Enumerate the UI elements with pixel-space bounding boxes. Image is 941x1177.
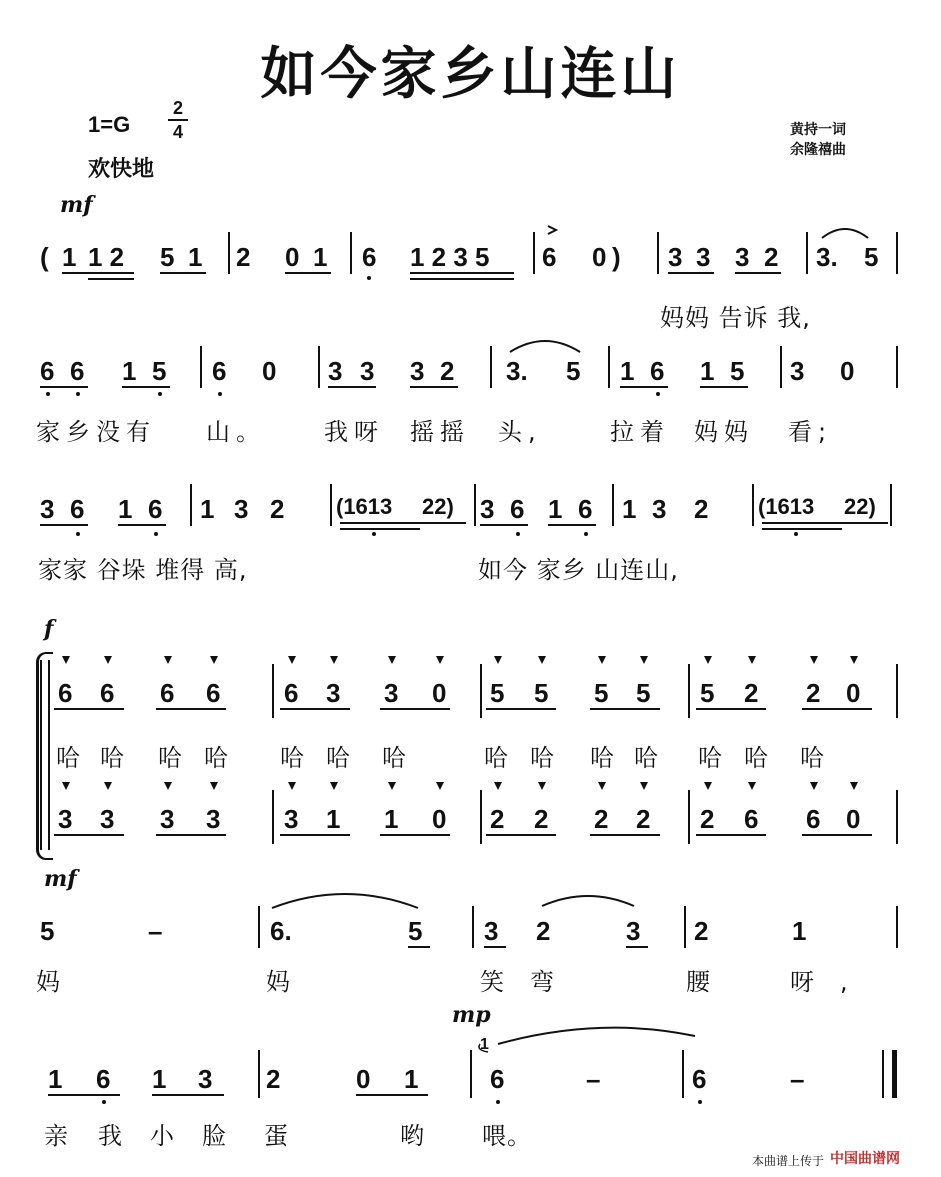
repeat-bracket — [479, 1044, 488, 1052]
note: 0 — [592, 242, 607, 272]
dynamic-mf-2: mf — [44, 866, 77, 892]
note-lower: 2 — [534, 804, 549, 834]
note: 5 — [40, 916, 55, 946]
repeat-ending-mark: 1 — [480, 1036, 489, 1053]
note: 6 — [70, 356, 85, 386]
dynamic-mp: mp — [452, 1002, 491, 1028]
time-bottom: 4 — [172, 122, 183, 142]
note: 1 — [48, 1064, 63, 1094]
lyrics-row-3a: 家家 谷垛 堆得 高, — [38, 556, 248, 584]
note: (1613 — [758, 494, 815, 519]
note: 3 — [626, 916, 641, 946]
lyric-word: 看; — [788, 418, 833, 446]
dynamic-mf-1: mf — [60, 192, 93, 218]
note: 1 — [700, 356, 715, 386]
lyric-syllable: 哈 — [204, 744, 229, 772]
note-upper: 0 — [432, 678, 447, 708]
lyric-word: 呀, — [790, 968, 874, 996]
note: (1613 — [336, 494, 393, 519]
note: 3 — [40, 494, 55, 524]
lyric-word: 拉着 — [610, 418, 670, 446]
lyric-syllable: 蛋 — [264, 1122, 289, 1150]
lyric-syllable: 喂。 — [482, 1122, 532, 1150]
note: 1 — [118, 494, 133, 524]
lyric-word: 头, — [498, 418, 542, 446]
lyric-word: 笑弯 — [480, 968, 580, 996]
lyric-syllable: 脸 — [202, 1122, 227, 1150]
note: 5 — [864, 242, 879, 272]
note: 6 — [148, 494, 163, 524]
note: 3. — [506, 356, 528, 386]
note: 5 — [730, 356, 745, 386]
note: 1 — [622, 494, 637, 524]
note: 0 — [840, 356, 855, 386]
note-upper: 5 — [594, 678, 609, 708]
dynamic-f: f — [44, 616, 54, 642]
lyric-word: 妈 — [36, 968, 86, 996]
slur-arc — [542, 896, 634, 906]
note-upper: 2 — [744, 678, 759, 708]
lyric-word: 山。 — [206, 418, 266, 446]
note: 22) — [422, 494, 454, 519]
lyric-word: 妈 — [266, 968, 316, 996]
note-lower: 0 — [432, 804, 447, 834]
note: 1 — [122, 356, 137, 386]
note: 2 — [266, 1064, 281, 1094]
lyric-syllable: 哈 — [744, 744, 769, 772]
note-lower: 3 — [206, 804, 221, 834]
note-upper: 2 — [806, 678, 821, 708]
slur-arc — [498, 1028, 695, 1044]
note: 6 — [578, 494, 593, 524]
lyric-syllable: 亲 — [44, 1122, 69, 1150]
lyrics-row-3b: 如今 家乡 山连山, — [478, 556, 679, 584]
note: 0 — [285, 242, 300, 272]
slur-arc — [272, 894, 418, 908]
note: – — [586, 1064, 601, 1094]
note-lower: 2 — [636, 804, 651, 834]
note-lower: 6 — [744, 804, 759, 834]
lyric-syllable: 哈 — [100, 744, 125, 772]
note: 0 — [356, 1064, 371, 1094]
note-upper: 3 — [384, 678, 399, 708]
accent-mark — [548, 226, 556, 234]
note-lower: 6 — [806, 804, 821, 834]
note: 1 — [188, 242, 203, 272]
note: 6 — [490, 1064, 505, 1094]
note: 6 — [362, 242, 377, 272]
note: 2 — [764, 242, 779, 272]
note-lower: 2 — [594, 804, 609, 834]
page-title: 如今家乡山连山 — [260, 42, 681, 107]
note-lower: 3 — [284, 804, 299, 834]
lyric-word: 妈妈 — [694, 418, 754, 446]
lyric-syllable: 哈 — [158, 744, 183, 772]
lyric-syllable: 哈 — [800, 744, 825, 772]
note-upper: 5 — [700, 678, 715, 708]
note: ( — [40, 242, 49, 272]
slur-arc — [822, 229, 868, 238]
note-upper: 5 — [636, 678, 651, 708]
note: 1 — [792, 916, 807, 946]
lyricist-credit: 黄持一词 — [790, 122, 846, 138]
lyric-word: 我呀 — [324, 418, 384, 446]
note: 1 2 — [88, 242, 125, 272]
footer-upload-text: 本曲谱上传于 — [752, 1154, 825, 1168]
note-upper: 6 — [100, 678, 115, 708]
note-lower: 1 — [326, 804, 341, 834]
tempo-marking: 欢快地 — [88, 157, 155, 182]
note: 5 — [152, 356, 167, 386]
note-lower: 1 — [384, 804, 399, 834]
note-upper: 5 — [534, 678, 549, 708]
note: 2 — [694, 916, 709, 946]
note-lower: 2 — [490, 804, 505, 834]
note: 3 — [790, 356, 805, 386]
note: 6 — [692, 1064, 707, 1094]
note: 6 — [212, 356, 227, 386]
lyric-word: 摇摇 — [410, 418, 470, 446]
note: 22) — [844, 494, 876, 519]
lyric-syllable: 哟 — [400, 1122, 425, 1150]
lyric-word: 腰 — [686, 968, 736, 996]
site-logo: 中国曲谱网 — [830, 1151, 900, 1167]
lyric-syllable: 哈 — [484, 744, 509, 772]
note: – — [790, 1064, 805, 1094]
note-upper: 6 — [206, 678, 221, 708]
note: 3 — [360, 356, 375, 386]
lyrics-row-1: 妈妈 告诉 我, — [660, 304, 811, 332]
note: 1 — [313, 242, 328, 272]
lyric-syllable: 小 — [150, 1122, 175, 1150]
note: 5 — [160, 242, 175, 272]
note: 1 — [548, 494, 563, 524]
note-upper: 3 — [326, 678, 341, 708]
note: 2 — [440, 356, 455, 386]
note: 3 — [652, 494, 667, 524]
note: 1 2 3 5 — [410, 242, 490, 272]
lyric-syllable: 哈 — [382, 744, 407, 772]
note: 6 — [650, 356, 665, 386]
composer-credit: 余隆禧曲 — [790, 142, 846, 158]
note: 1 — [404, 1064, 419, 1094]
note: 6 — [510, 494, 525, 524]
note-lower: 3 — [160, 804, 175, 834]
note: 3 — [735, 242, 750, 272]
note: 6 — [96, 1064, 111, 1094]
note: 3 — [484, 916, 499, 946]
note-upper: 6 — [284, 678, 299, 708]
note: 3 — [410, 356, 425, 386]
note: 1 — [152, 1064, 167, 1094]
note: 2 — [236, 242, 251, 272]
slur-arc — [510, 341, 580, 352]
note: 2 — [536, 916, 551, 946]
note-upper: 0 — [846, 678, 861, 708]
note: 3 — [234, 494, 249, 524]
note-lower: 2 — [700, 804, 715, 834]
lyric-syllable: 哈 — [590, 744, 615, 772]
lyric-syllable: 哈 — [56, 744, 81, 772]
note: 5 — [408, 916, 423, 946]
note: – — [148, 916, 163, 946]
note: 0 — [262, 356, 277, 386]
note-lower: 3 — [100, 804, 115, 834]
note: 5 — [566, 356, 581, 386]
note: 3 — [696, 242, 711, 272]
note: 1 — [620, 356, 635, 386]
note: 3. — [816, 242, 838, 272]
note-lower: 3 — [58, 804, 73, 834]
lyric-syllable: 哈 — [634, 744, 659, 772]
note: 6. — [270, 916, 292, 946]
lyric-syllable: 哈 — [530, 744, 555, 772]
key-signature: 1=G — [88, 112, 131, 137]
note: 6 — [542, 242, 557, 272]
lyric-syllable: 哈 — [280, 744, 305, 772]
time-top: 2 — [172, 98, 183, 118]
note: 1 — [62, 242, 77, 272]
lyric-word: 家乡没有 — [36, 418, 156, 446]
note-upper: 6 — [58, 678, 73, 708]
note: 3 — [328, 356, 343, 386]
note: ) — [612, 242, 621, 272]
note-lower: 0 — [846, 804, 861, 834]
note: 3 — [668, 242, 683, 272]
note-upper: 5 — [490, 678, 505, 708]
lyric-syllable: 我 — [98, 1122, 123, 1150]
note: 6 — [40, 356, 55, 386]
note: 3 — [198, 1064, 213, 1094]
note: 1 — [200, 494, 215, 524]
note: 3 — [480, 494, 495, 524]
note: 6 — [70, 494, 85, 524]
note-upper: 6 — [160, 678, 175, 708]
note: 2 — [270, 494, 285, 524]
note: 2 — [694, 494, 709, 524]
lyric-syllable: 哈 — [698, 744, 723, 772]
lyric-syllable: 哈 — [326, 744, 351, 772]
